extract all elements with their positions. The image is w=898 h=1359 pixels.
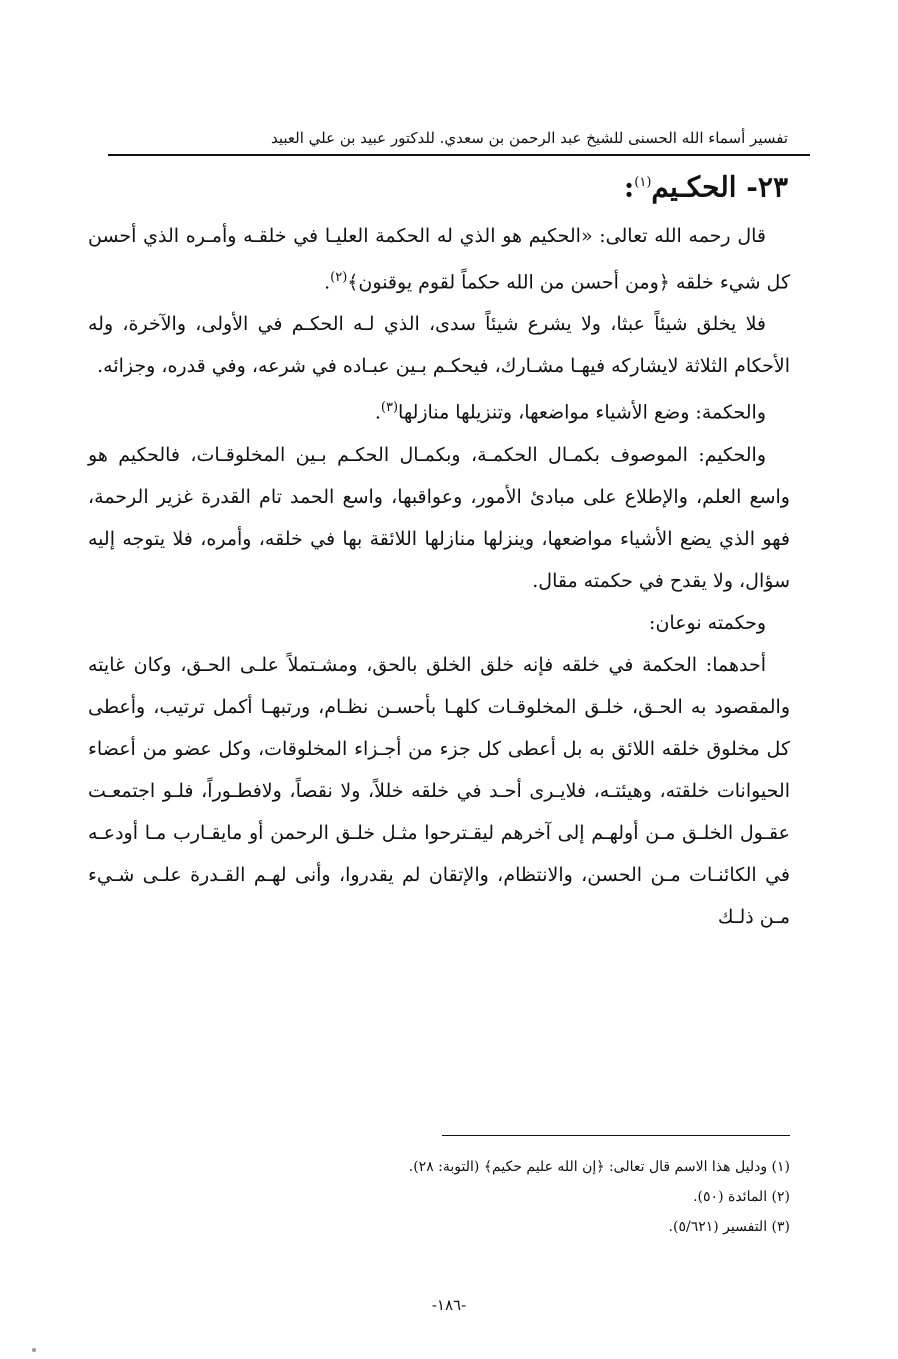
paragraph-6: أحدهما: الحكمة في خلقه فإنه خلق الخلق بالحق، ومشـتملاً علـى الحـق، وكان غايته والمقصود به الحـق، خلـق المخلوقـات كلهـا بأحسـن نظـام، ورتبهـا أكمل ترتيب، وأعطى كل مخلوق خلقه اللائق به بل أعطى كل جزء من أجـزاء المخلوقات، وكل عضو من أعضاء الحيوانات خلقته، وهيئتـه، فلايـرى أحـد في خلقه خللاً، ولا نقصاً، ولافطـوراً، فلـو اجتمعـت عقـول الخلـق مـن أولهـم إلى آخرهم ليقـترحوا مثـل خلـق الرحمن أو مايقـارب مـا أودعـه في الكائنـات مـن الحسن، والانتظام، والإتقان لم يقدروا، وأنى لهـم القـدرة علـى شـيء مـن ذلـك	[88, 653, 790, 928]
section-heading	[624, 163, 788, 207]
body-text	[88, 215, 790, 938]
paragraph-1-tail: .	[324, 271, 331, 294]
paragraph-1-footnote-ref[interactable]: (٢)	[330, 270, 348, 285]
section-heading-text: ٢٣- الحكـيم	[651, 170, 788, 204]
paragraph-1-text: قال رحمه الله تعالى: «الحكيم هو الذي له الحكمة العليـا في خلقـه وأمـره الذي أحسن كل شيء خلقه ﴿ومن أحسن من الله حكماً لقوم يوقنون﴾	[88, 225, 790, 294]
footnote-rule	[442, 1135, 790, 1136]
page-number: -١٨٦-	[431, 1296, 467, 1314]
paragraph-3-footnote-ref[interactable]: (٣)	[380, 400, 399, 416]
paragraph-3-text: والحكمة: وضع الأشياء مواضعها، وتنزيلها منازلها	[398, 401, 766, 424]
footnote-1: (١) ودليل هذا الاسم قال تعالى: ﴿إن الله عليم حكيم﴾ (التوبة: ٢٨).	[408, 1159, 790, 1175]
paragraph-4: والحكيم: الموصوف بكمـال الحكمـة، وبكمـال الحكـم بـين المخلوقـات، فالحكيم هو واسع العلم، والإطلاع على مبادئ الأمور، وعواقبها، واسع الحمد تام القدرة غزير الرحمة، فهو الذي يضع الأشياء مواضعها، وينزلها منازلها اللائقة بها في خلقه، وأمره، فلا يتوجه إليه سؤال، ولا يقدح في حكمته مقال.	[88, 443, 790, 592]
running-header: تفسير أسماء الله الحسنى للشيخ عبد الرحمن بن سعدي. للدكتور عبيد بن علي العبيد	[270, 129, 788, 147]
paragraph-1	[88, 215, 790, 303]
heading-footnote-ref[interactable]: (١)	[634, 175, 652, 190]
footnote-3: (٣) التفسير (٥/٦٢١).	[668, 1219, 790, 1235]
paragraph-5: وحكمته نوعان:	[649, 611, 766, 634]
paragraph-3-tail: .	[374, 401, 381, 424]
scan-speck	[32, 1348, 36, 1352]
paragraph-3	[88, 387, 790, 433]
footnote-2: (٢) المائدة (٥٠).	[693, 1189, 790, 1205]
footnotes	[88, 1152, 790, 1242]
header-rule	[108, 154, 810, 156]
heading-suffix: :	[623, 170, 635, 204]
paragraph-2: فلا يخلق شيئاً عبثا، ولا يشرع شيئاً سدى، الذي لـه الحكـم في الأولى، والآخرة، وله الأحكام الثلاثة لايشاركه فيهـا مشـارك، فيحكـم بـين عبـاده في شرعه، وفي قدره، وجزائه.	[88, 313, 790, 378]
